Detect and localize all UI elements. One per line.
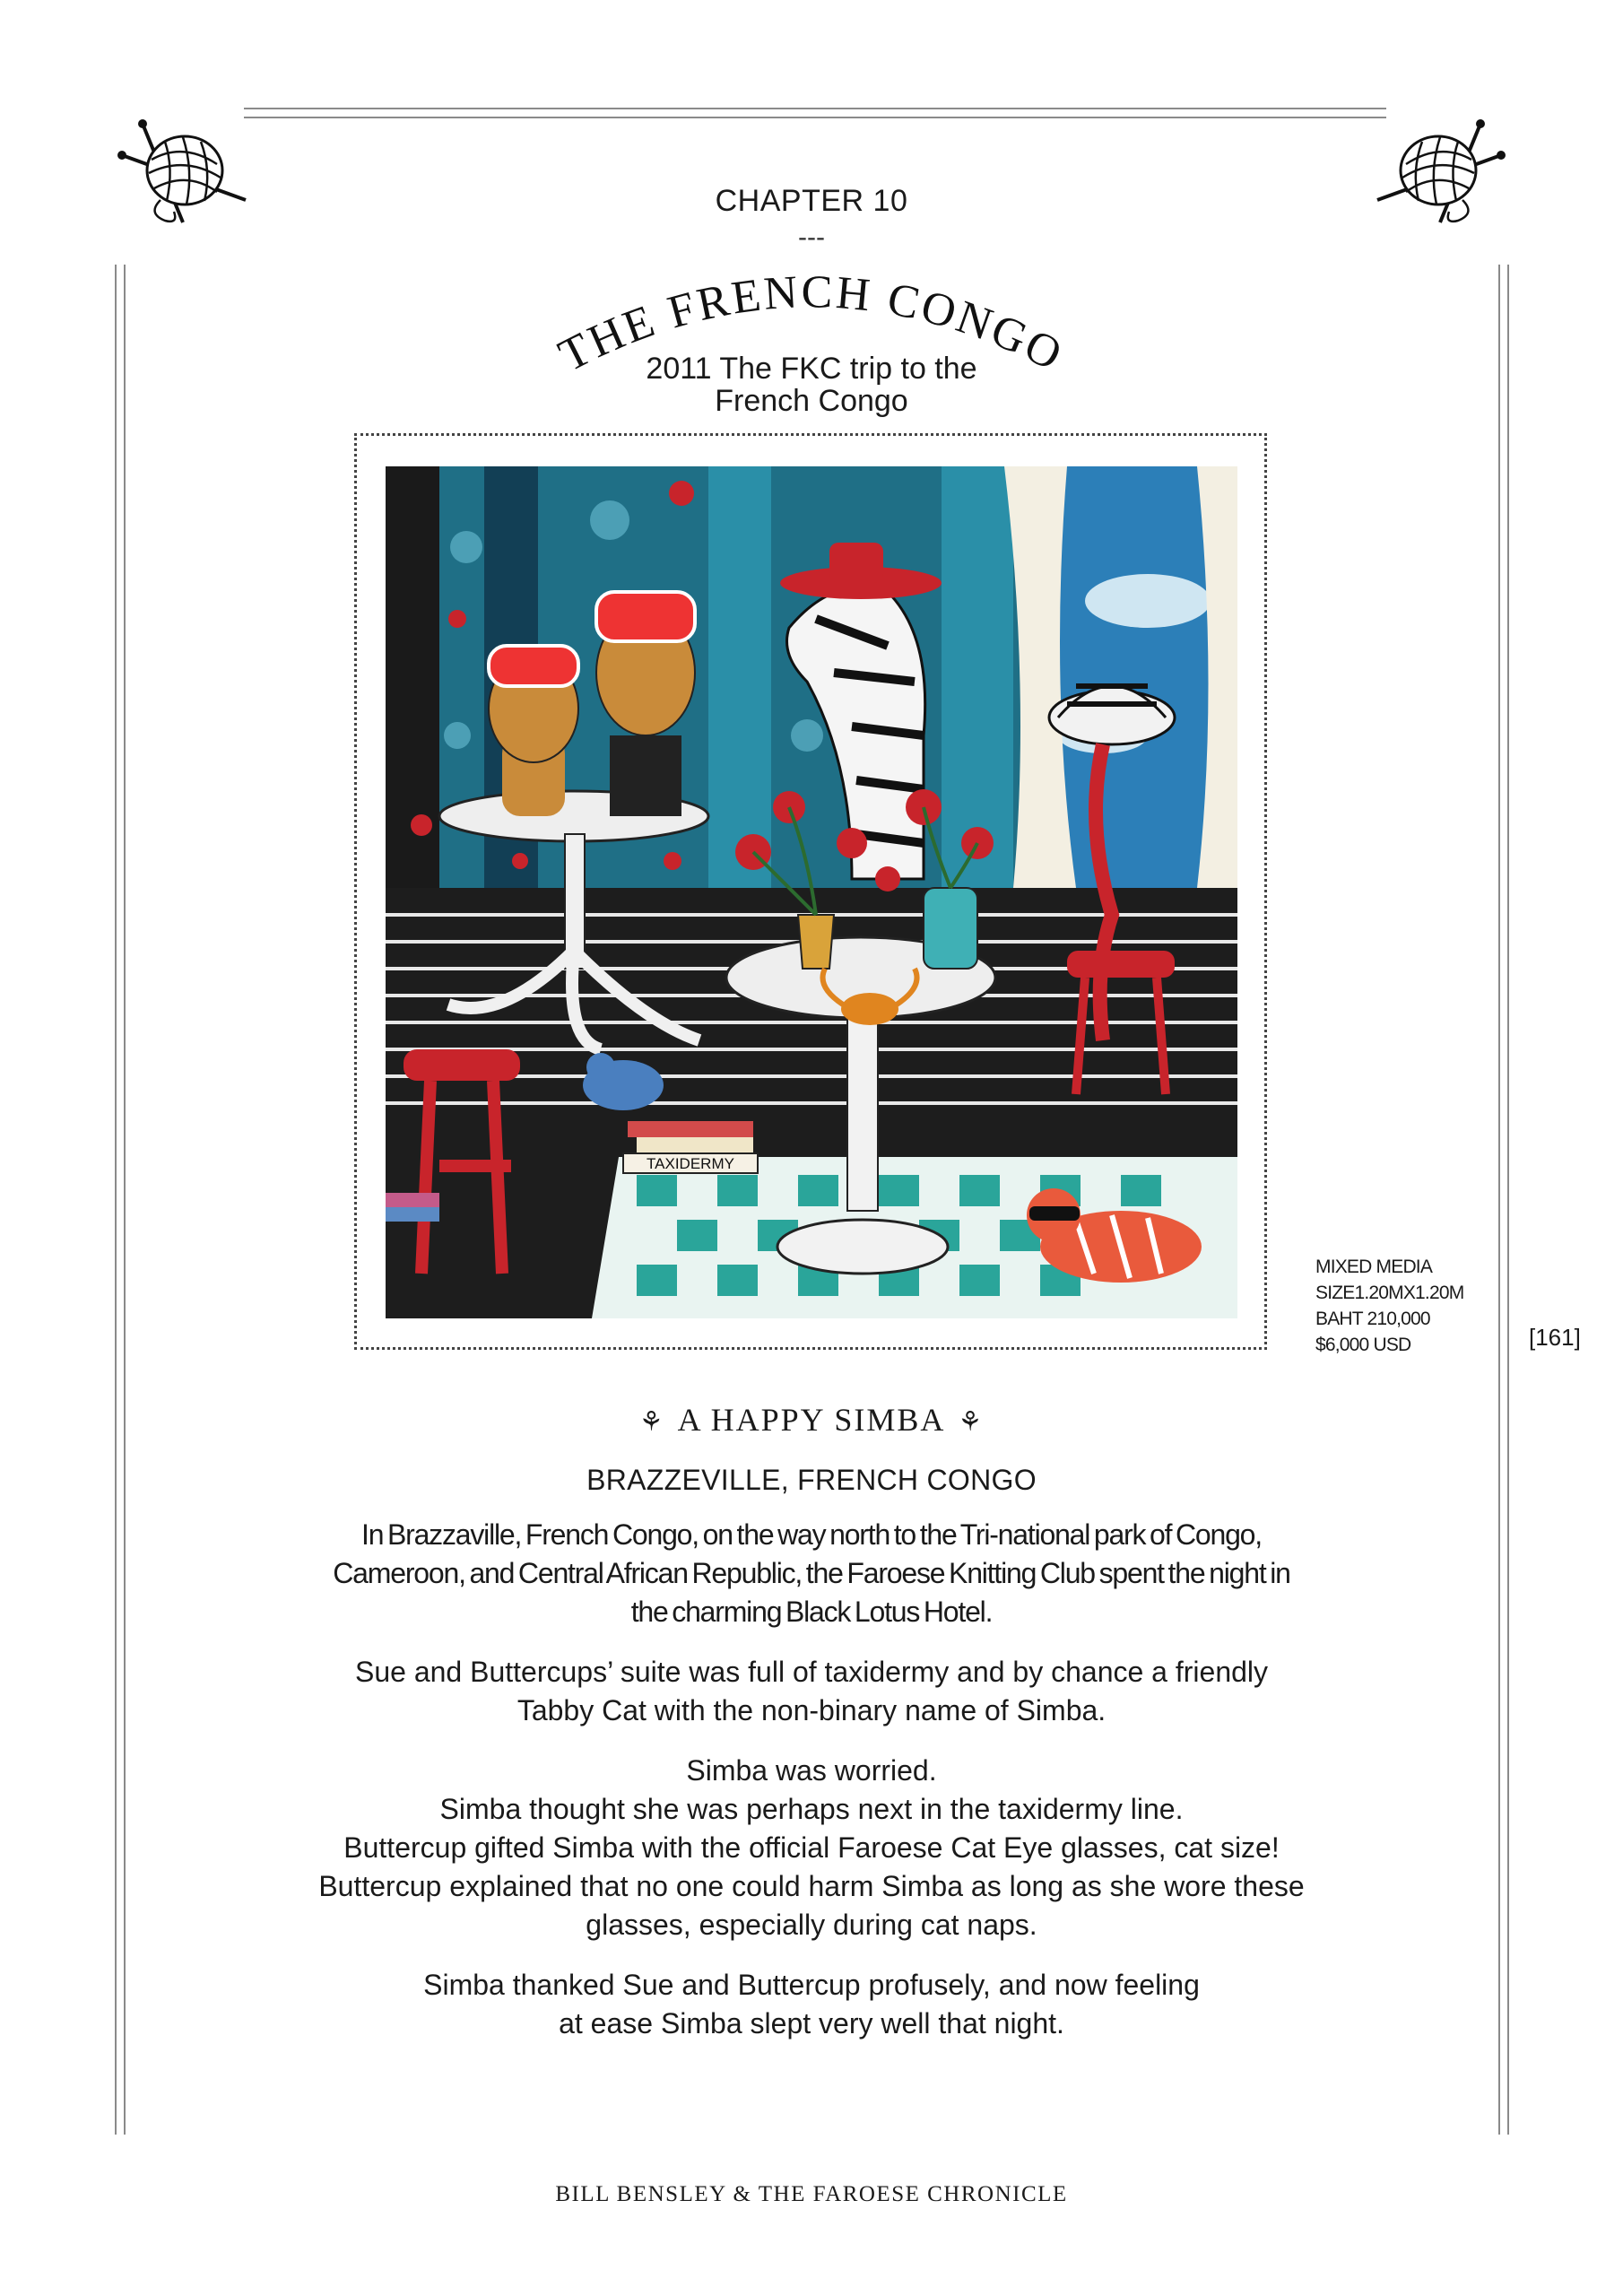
story-line: Buttercup explained that no one could harm Simba as long as she wore these [318, 1870, 1305, 1902]
story-paragraph [287, 1966, 1336, 2043]
chapter-label: CHAPTER 10 [715, 184, 908, 218]
story-line: at ease Simba slept very well that night. [559, 2007, 1064, 2039]
artwork-info [1315, 1254, 1495, 1358]
story-line: glasses, especially during cat naps. [586, 1909, 1037, 1941]
story-line: Simba thought she was perhaps next in the taxidermy line. [439, 1793, 1184, 1825]
story-paragraph [287, 1653, 1336, 1730]
story-line: Simba thanked Sue and Buttercup profusely, and now feeling [423, 1969, 1200, 2001]
story-line: Cameroon, and Central African Republic, the Faroese Knitting Club spent the night in [333, 1557, 1290, 1589]
chapter-separator: --- [798, 222, 825, 252]
location-heading: BRAZZEVILLE, FRENCH CONGO [586, 1464, 1037, 1496]
artwork-medium: MIXED MEDIA [1315, 1257, 1433, 1277]
artwork-price-usd: $6,000 USD [1315, 1335, 1411, 1355]
page-number: [161] [1529, 1324, 1581, 1351]
right-border-rule [1498, 265, 1509, 2135]
story-line: In Brazzaville, French Congo, on the way north to the Tri-national park of Congo, [361, 1518, 1262, 1551]
story-line: Tabby Cat with the non-binary name of Simba. [516, 1694, 1107, 1726]
book-spine-label: TAXIDERMY [647, 1155, 734, 1172]
artwork-price-baht: BAHT 210,000 [1315, 1309, 1430, 1329]
top-border-rule [244, 108, 1386, 118]
painting-artwork [386, 466, 1237, 1318]
story-text [287, 1516, 1336, 2065]
story-line: Sue and Buttercups’ suite was full of taxidermy and by chance a friendly [354, 1656, 1269, 1688]
section-title-text: A HAPPY SIMBA [677, 1402, 946, 1438]
chapter-subtitle [0, 352, 1623, 417]
story-line: Simba was worried. [686, 1754, 937, 1787]
artwork-size: SIZE1.20MX1.20M [1315, 1283, 1464, 1303]
story-paragraph [287, 1516, 1336, 1631]
subtitle-line: 2011 The FKC trip to the [646, 352, 977, 386]
page-footer: BILL BENSLEY & THE FAROESE CHRONICLE [555, 2182, 1068, 2206]
flower-ornament-icon: ⚘ [958, 1407, 985, 1437]
left-border-rule [115, 265, 126, 2135]
section-title [0, 1401, 1623, 1439]
subtitle-line: French Congo [715, 384, 908, 418]
story-line: Buttercup gifted Simba with the official Faroese Cat Eye glasses, cat size! [343, 1831, 1280, 1864]
flower-ornament-icon: ⚘ [638, 1407, 665, 1437]
chapter-title-text: THE FRENCH CONGO [551, 269, 1072, 382]
story-line: the charming Black Lotus Hotel. [630, 1596, 993, 1628]
story-paragraph [287, 1752, 1336, 1944]
